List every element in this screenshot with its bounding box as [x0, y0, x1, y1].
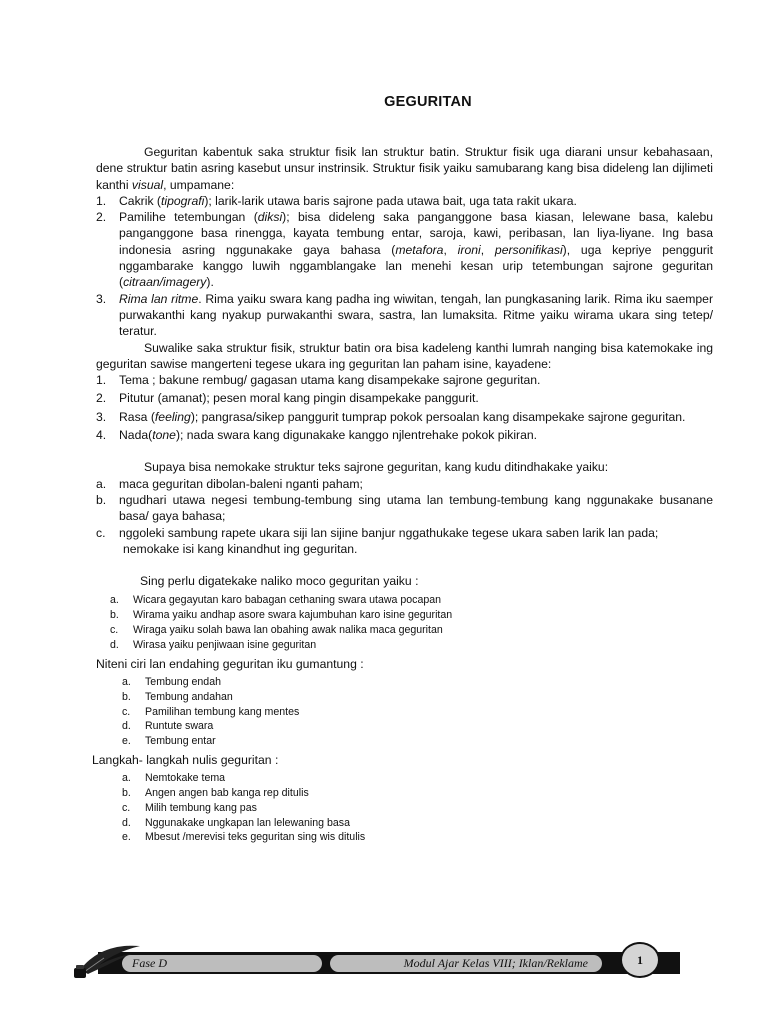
list-marker: c. — [110, 624, 119, 637]
item-text: Angen angen bab kanga rep ditulis — [145, 786, 309, 799]
list-item — [96, 409, 713, 425]
item-text: Rasa ( — [119, 409, 155, 424]
document-body — [92, 144, 714, 845]
list-marker: 3. — [96, 291, 107, 306]
langkah-heading: Langkah- langkah nulis geguritan : — [92, 752, 279, 767]
fisik-list — [96, 193, 713, 340]
list-item — [96, 608, 713, 623]
list-item — [96, 771, 713, 786]
list-marker: d. — [122, 720, 131, 733]
item-text: Nada( — [119, 428, 153, 443]
item-text: Wirasa yaiku penjiwaan isine geguritan — [133, 638, 317, 651]
list-item — [96, 593, 713, 608]
list-marker: a. — [110, 594, 119, 607]
item-text: ), uga kepriye penggurit nggambarake kanggo luwih nggamblangake lan menehi kesan urip tetembungan sajrone geguritan ( — [119, 242, 714, 290]
footer-module-title: Modul Ajar Kelas VIII; Iklan/Reklame — [330, 955, 602, 972]
list-item — [96, 786, 713, 801]
item-text: Tembung endah — [145, 675, 221, 688]
nemokake-list — [96, 476, 713, 541]
list-item — [96, 209, 713, 290]
ciri-list — [96, 675, 713, 749]
item-text: Pamilihan tembung kang mentes — [145, 705, 300, 718]
list-marker: c. — [122, 705, 131, 718]
list-marker: b. — [122, 786, 131, 799]
list-marker: e. — [122, 831, 131, 844]
footer-phase-label: Fase D — [122, 955, 322, 972]
list-item — [96, 390, 713, 406]
list-item — [96, 623, 713, 638]
item-text: ); pangrasa/sikep panggurit tumprap pokok persoalan kang disampekake sajrone geguritan. — [190, 409, 686, 424]
intro-paragraph — [96, 144, 713, 193]
item-text: , — [443, 242, 458, 257]
list-marker: 1. — [96, 373, 107, 388]
list-item — [96, 291, 713, 340]
list-item — [96, 734, 713, 749]
list-marker: a. — [96, 476, 107, 491]
list-item — [96, 525, 713, 541]
list-marker: 2. — [96, 210, 107, 225]
list-item — [96, 830, 713, 845]
list-item — [96, 690, 713, 705]
spacer — [96, 557, 713, 573]
item-text: nggoleki sambung rapete ukara siji lan sijine banjur nggathukake tegese ukara saben larik lan pada; — [119, 525, 659, 540]
item-text: ). — [206, 275, 214, 290]
item-text: Wirama yaiku andhap asore swara kajumbuhan karo isine geguritan — [133, 609, 453, 622]
moco-list — [96, 593, 713, 652]
page-number: 1 — [620, 942, 660, 978]
list-marker: b. — [96, 492, 107, 507]
spacer — [96, 443, 713, 459]
item-text: ); nada swara kang digunakake kanggo njlentrehake pokok pikiran. — [175, 428, 538, 443]
list-item — [96, 193, 713, 209]
list-item — [96, 427, 713, 443]
item-text: Tema ; bakune rembug/ gagasan utama kang disampekake sajrone geguritan. — [119, 373, 541, 388]
ciri-heading: Niteni ciri lan endahing geguritan iku gumantung : — [96, 656, 364, 671]
nemokake-continuation: nemokake isi kang kinandhut ing geguritan. — [123, 541, 358, 556]
item-text: , — [480, 242, 495, 257]
list-marker: a. — [122, 772, 131, 785]
langkah-list — [96, 771, 713, 845]
intro-text: Geguritan kabentuk saka struktur fisik lan struktur batin. Struktur fisik uga diarani unsur kebahasaan, dene struktur batin asring kasebut unsur instrinsik. Struktur fisik yaiku samubarang kang bisa dideleng lan dijlimeti kanthi — [96, 145, 713, 192]
item-italic: Rima lan ritme — [119, 291, 199, 306]
page-footer — [74, 940, 680, 980]
list-marker: 1. — [96, 193, 107, 208]
item-italic: diksi — [257, 210, 283, 225]
item-italic: tone — [152, 428, 176, 443]
item-text: Pamilihe tetembungan ( — [119, 210, 258, 225]
item-text: Nemtokake tema — [145, 772, 226, 785]
batin-paragraph: Suwalike saka struktur fisik, struktur batin ora bisa kadeleng kanthi lumrah nanging bisa katemokake ing geguritan sawise mangerteni tegese ukara ing geguritan lan paham isine, kayadene: — [96, 340, 713, 371]
list-item — [96, 476, 713, 492]
list-marker: 2. — [96, 391, 107, 406]
page-title: GEGURITAN — [384, 94, 472, 110]
list-marker: 3. — [96, 409, 107, 424]
item-text: Pitutur (amanat); pesen moral kang pingin disampekake panggurit. — [119, 391, 479, 406]
list-item — [96, 719, 713, 734]
item-italic: feeling — [154, 409, 191, 424]
list-item — [96, 638, 713, 653]
list-marker: a. — [122, 675, 131, 688]
moco-heading: Sing perlu digatekake naliko moco geguritan yaiku : — [140, 574, 419, 589]
nemokake-paragraph: Supaya bisa nemokake struktur teks sajrone geguritan, kang kudu ditindhakake yaiku: — [144, 460, 609, 475]
list-item — [96, 492, 713, 525]
item-italic: personifikasi — [494, 242, 563, 257]
list-item — [96, 675, 713, 690]
list-marker: c. — [122, 801, 131, 814]
list-marker: e. — [122, 735, 131, 748]
list-item — [96, 816, 713, 831]
list-marker: d. — [122, 816, 131, 829]
item-text: Runtute swara — [145, 720, 214, 733]
item-text: Cakrik ( — [119, 193, 161, 208]
item-italic: metafora — [395, 242, 444, 257]
intro-text-end: , umpamane: — [163, 177, 235, 192]
list-marker: c. — [96, 525, 106, 540]
item-text: Tembung entar — [145, 735, 216, 748]
intro-italic: visual — [131, 177, 164, 192]
item-text: Wicara gegayutan karo babagan cethaning swara utawa pocapan — [133, 594, 442, 607]
item-text: Nggunakake ungkapan lan lelewaning basa — [145, 816, 350, 829]
list-marker: 4. — [96, 428, 107, 443]
item-italic: tipografi — [160, 193, 205, 208]
list-marker: b. — [110, 609, 119, 622]
item-italic: citraan/imagery — [123, 275, 207, 290]
list-item — [96, 372, 713, 388]
item-text: Mbesut /merevisi teks geguritan sing wis ditulis — [145, 831, 366, 844]
item-text: . Rima yaiku swara kang padha ing wiwitan, tengah, lan pungkasaning larik. Rima iku saemper purwakanthi kang nyakup purwakanthi swara, sastra, lan lumaksita. Ritme yaiku wirama ukara sing tetep/ teratur. — [119, 291, 713, 339]
item-italic: ironi — [457, 242, 481, 257]
item-text: Tembung andahan — [145, 690, 233, 703]
list-marker: b. — [122, 690, 131, 703]
item-text: maca geguritan dibolan-baleni nganti paham; — [119, 476, 363, 491]
item-text: ); bisa dideleng saka panganggone basa kiasan, lelewane basa, kalebu panganggone basa rinengga, kayata tembung entar, saroja, kawi, peribasan, lan liya-liyane. Ing basa indonesia asring nggunakake gaya bahasa ( — [119, 210, 713, 257]
item-text: Wiraga yaiku solah bawa lan obahing awak nalika maca geguritan — [133, 624, 443, 637]
batin-list — [96, 372, 713, 443]
item-text: ); larik-larik utawa baris sajrone pada utawa bait, uga tata rakit ukara. — [204, 193, 577, 208]
item-text: Milih tembung kang pas — [145, 801, 257, 814]
list-item — [96, 705, 713, 720]
list-marker: d. — [110, 638, 119, 651]
list-item — [96, 801, 713, 816]
item-text: ngudhari utawa negesi tembung-tembung sing utama lan tembung-tembung kang nggunakake busanane basa/ gaya bahasa; — [119, 492, 713, 524]
